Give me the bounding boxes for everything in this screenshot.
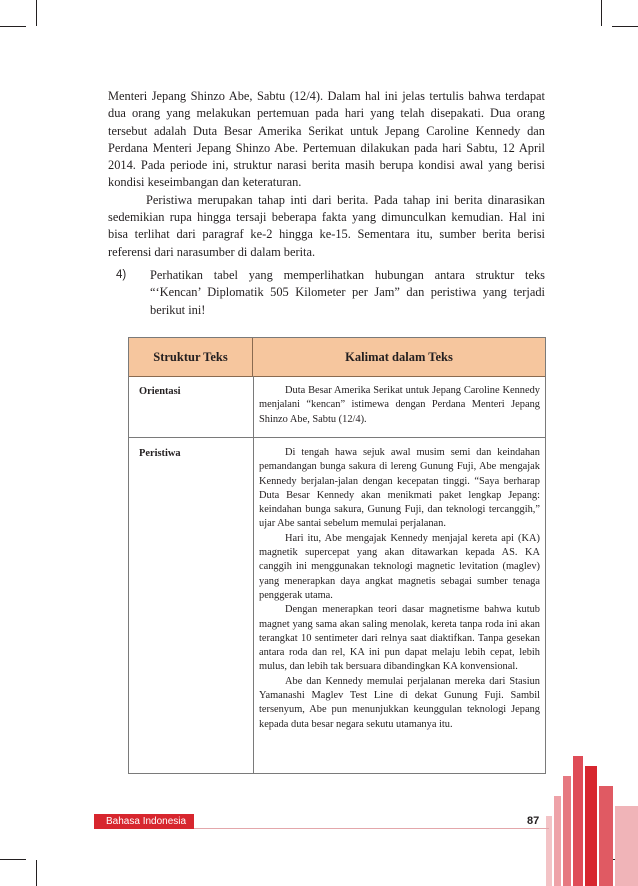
table-row — [129, 376, 545, 438]
row-text — [259, 446, 540, 732]
cell-paragraph: Hari itu, Abe mengajak Kennedy menjajal kereta api (KA) magnetik supercepat yang akan ditawarkan kepada AS. KA canggih ini menggunakan teknologi magnetic levitation (maglev) yang menerapkan daya angkat magnetis sebagai sumber tenaga penggerak utama. — [259, 532, 540, 601]
crop-mark — [36, 0, 37, 26]
table-header — [129, 338, 545, 377]
row-text — [259, 384, 540, 427]
list-item — [108, 267, 545, 319]
header-cell: Kalimat dalam Teks — [345, 350, 453, 364]
crop-mark — [612, 26, 638, 27]
list-number: 4) — [116, 269, 127, 281]
crop-mark — [36, 860, 37, 886]
cell-paragraph: Abe dan Kennedy memulai perjalanan mereka dari Stasiun Yamanashi Maglev Test Line di dekat Gunung Fuji. Sambil tersenyum, Abe pun menunjukkan keunggulan teknologi Jepang kepada duta besar negara sekutu utamanya itu. — [259, 675, 540, 730]
crop-mark — [0, 26, 26, 27]
footer-rule — [194, 828, 549, 829]
header-cell: Struktur Teks — [129, 338, 253, 376]
cell-paragraph: Di tengah hawa sejuk awal musim semi dan keindahan pemandangan bunga sakura di lereng Gunung Fuji, Abe mengajak Kennedy berjalan-jalan dengan kecepatan tinggi. “Saya berharap Duta Besar Kennedy akan menikmati paket lengkap Jepang: keindahan bunga sakura, Gunung Fuji, dan teknologi tercanggih,” ujar Abe santai sebelum memulai perjalanan. — [259, 447, 540, 530]
cell-paragraph: Duta Besar Amerika Serikat untuk Jepang Caroline Kennedy menjalani “kencan” istimewa dengan Perdana Menteri Jepang Shinzo Abe, Sabtu (12/4). — [259, 385, 540, 425]
page-number: 87 — [527, 815, 540, 827]
paragraph: Menteri Jepang Shinzo Abe, Sabtu (12/4). Dalam hal ini jelas tertulis bahwa terdapat dua orang yang melakukan pertemuan pada hari yang telah disepakati. Dua orang tersebut adalah Duta Besar Amerika Serikat untuk Jepang Caroline Kennedy dan Perdana Menteri Jepang Shinzo Abe. Pertemuan dilakukan pada hari Sabtu, 12 April 2014. Pada periode ini, struktur narasi berita masih berupa kondisi awal yang berisi kondisi keseimbangan dan keteraturan. — [108, 89, 545, 190]
row-label: Peristiwa — [139, 448, 181, 459]
crop-mark — [0, 859, 26, 860]
row-label: Orientasi — [139, 386, 181, 397]
paragraph: Peristiwa merupakan tahap inti dari berita. Pada tahap ini berita dinarasikan sedemikian rupa hingga tersaji beberapa fakta yang dimunculkan kemudian. Hal ini bisa terlihat dari paragraf ke-2 hingga ke-15. Sementara itu, sumber berita berisi referensi dari narasumber di dalam berita. — [108, 192, 545, 259]
crop-mark — [601, 0, 602, 26]
body-text — [108, 88, 545, 261]
list-text: Perhatikan tabel yang memperlihatkan hubungan antara struktur teks “‘Kencan’ Diplomatik 505 Kilometer per Jam” dan peristiwa yang terjadi berikut ini! — [150, 268, 545, 317]
decorative-bars — [546, 756, 638, 886]
cell-paragraph: Dengan menerapkan teori dasar magnetisme bahwa kutub magnet yang sama akan saling menolak, kereta tanpa roda ini akan terangkat 10 sentimeter dari relnya saat diaktifkan. Tanpa gesekan antara roda dan rel, KA ini pun dapat melaju lebih cepat, lebih mulus, dan lebih tak bersuara dibandingkan KA konvensional. — [259, 604, 540, 673]
structure-table — [128, 337, 546, 774]
footer-book-title: Bahasa Indonesia — [94, 814, 194, 829]
